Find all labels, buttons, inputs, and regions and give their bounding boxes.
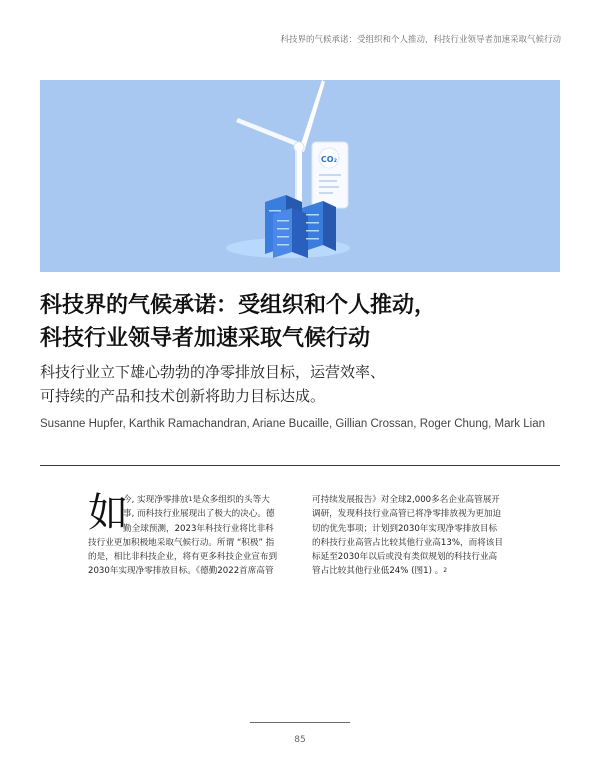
footer-divider (250, 722, 350, 723)
footnote-ref[interactable]: 1 (188, 496, 193, 503)
drop-cap: 如 (88, 490, 128, 536)
body-line-text: 是众多组织的头等大 (192, 495, 270, 505)
subtitle-line: 科技行业立下雄心勃勃的净零排放目标，运营效率、 (40, 363, 386, 381)
page-title (40, 289, 570, 355)
body-column-right (312, 493, 512, 579)
subtitle-line: 可持续的产品和技术创新将助力目标达成。 (40, 387, 326, 405)
subtitle (40, 360, 570, 408)
hero-illustration (40, 80, 560, 272)
body-line: 勤全球预测，2023年科技行业将比非科 (123, 523, 274, 534)
footnote-ref[interactable]: 2 (443, 567, 448, 575)
co2-label: CO₂ (320, 155, 338, 164)
title-line: 科技行业领导者加速采取气候行动 (40, 326, 371, 351)
co2-document-icon (312, 142, 348, 208)
body-line (88, 493, 288, 507)
divider (40, 465, 560, 466)
body-line: 可持续发展报告》对全球2,000多名企业高管展开 (312, 495, 500, 505)
body-line-text: 今, 实现净零排放 (123, 495, 189, 505)
wind-turbine-server-illustration (40, 80, 560, 272)
running-header: 科技界的气候承诺：受组织和个人推动，科技行业领导者加速采取气候行动 (280, 35, 561, 45)
title-line: 科技界的气候承诺：受组织和个人推动， (40, 293, 437, 318)
body-line (312, 564, 512, 578)
body-line: 的是，相比非科技企业，将有更多科技企业宣布到 (88, 552, 278, 563)
body-line: 事, 而科技行业展现出了极大的决心。德 (123, 509, 275, 520)
body-line: 2030年实现净零排放目标。《德勤2022首席高管 (88, 566, 274, 577)
body-line: 切的优先事项；计划到2030年实现净零排放目标 (312, 523, 498, 534)
body-line: 技行业更加积极地采取气候行动。所谓 “积极” 指 (88, 537, 275, 548)
page-number: 85 (294, 735, 306, 745)
body-line-text: 管占比较其他行业低24% (图1) 。 (312, 566, 444, 577)
body-line: 调研，发现科技行业高管已将净零排放视为更加迫 (312, 509, 502, 520)
body-column-left (88, 490, 288, 579)
authors: Susanne Hupfer, Karthik Ramachandran, Ariane Bucaille, Gillian Crossan, Roger Chung, Mark Lian (40, 418, 545, 430)
body-line: 标延至2030年以后或没有类似规划的科技行业高 (312, 552, 498, 563)
body-line: 的科技行业高管占比较其他行业高13%，而将该目 (312, 537, 503, 548)
